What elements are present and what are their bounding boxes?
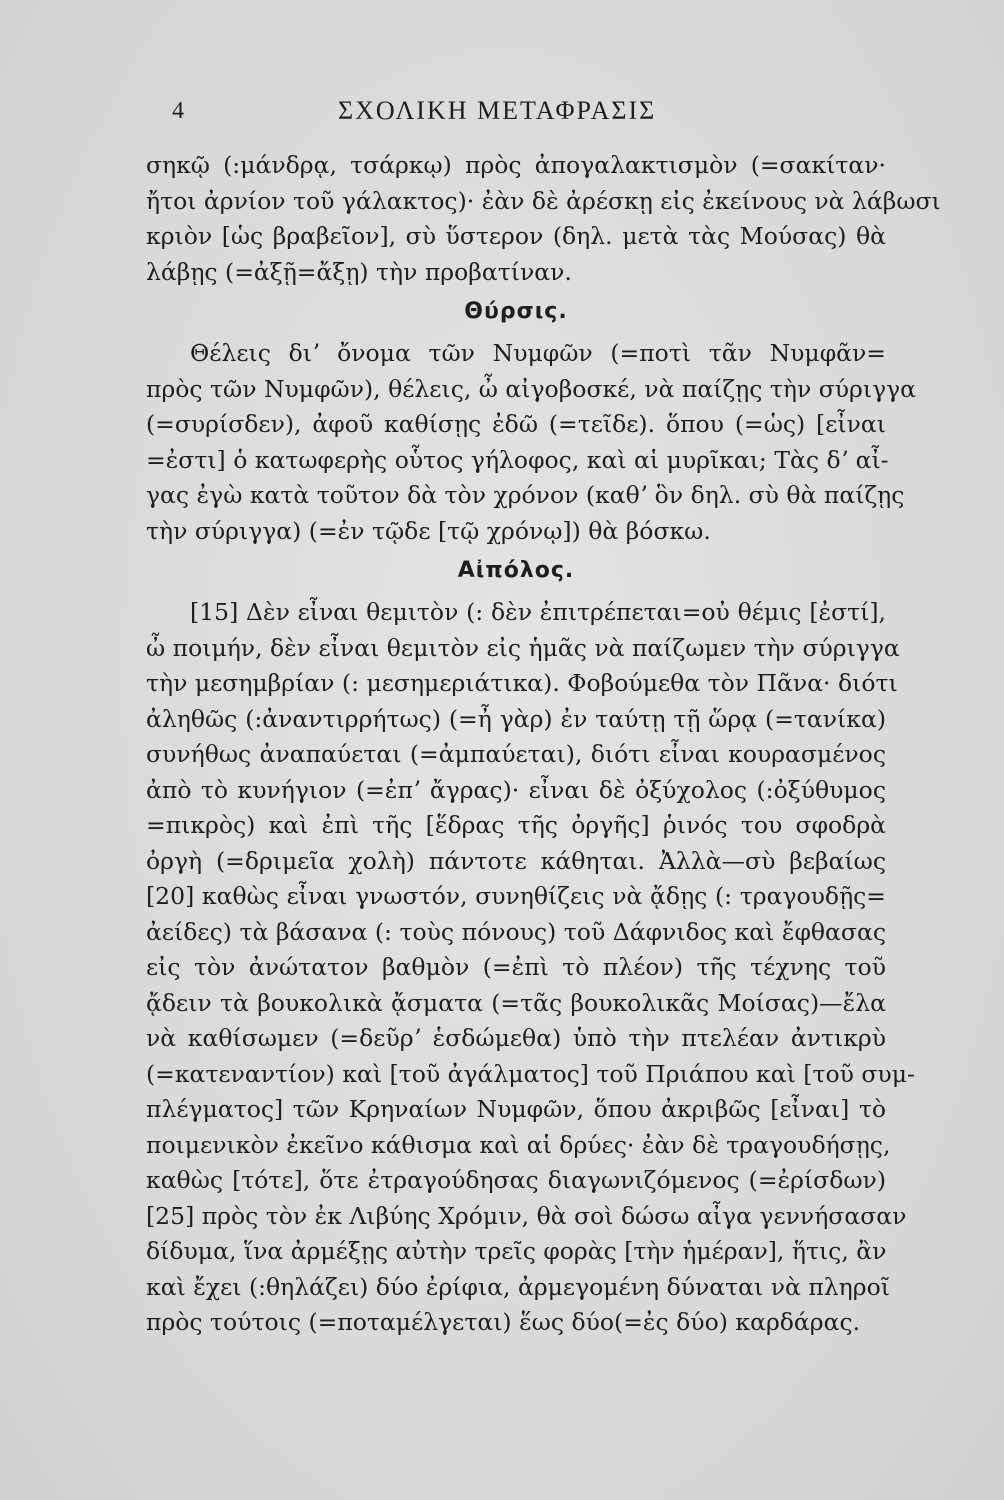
- paragraph-aipolos: [146, 595, 915, 1341]
- text-line: [15] Δὲν εἶναι θεμιτὸν (: δὲν ἐπιτρέπεται=οὐ θέμις [ἐστί],: [190, 598, 886, 626]
- text-line: καθὼς [τότε], ὅτε ἐτραγούδησας διαγωνιζόμενος (=ἐρίσδων): [146, 1166, 886, 1194]
- text-line: τὴν μεσημβρίαν (: μεσημεριάτικα). Φοβούμεθα τὸν Πᾶνα· διότι: [146, 669, 898, 697]
- speaker-heading-aipolos: Αἰπόλος.: [457, 558, 575, 583]
- text-line: (=κατεναντίον) καὶ [τοῦ ἀγάλματος] τοῦ Πριάπου καὶ [τοῦ συμ-: [146, 1059, 915, 1088]
- paragraph-thyrsis: [146, 336, 917, 549]
- text-line: =ἐστι] ὁ κατωφερὴς οὗτος γήλοφος, καὶ αἱ μυρῖκαι; Τὰς δʼ αἶ-: [146, 445, 889, 474]
- text-line: πρὸς τῶν Νυμφῶν), θέλεις, ὦ αἰγοβοσκέ, νὰ παίζῃς τὴν σύριγγα: [146, 374, 917, 403]
- body-text: [146, 148, 941, 1341]
- text-line: δίδυμα, ἵνα ἀρμέξῃς αὐτὴν τρεῖς φορὰς [τὴν ἡμέραν], ἥτις, ἂν: [146, 1237, 887, 1265]
- text-line: πλέγματος] τῶν Κρηναίων Νυμφῶν, ὅπου ἀκριβῶς [εἶναι] τὸ: [146, 1095, 886, 1123]
- text-line: ἀπὸ τὸ κυνήγιον (=ἐπʼ ἄγρας)· εἶναι δὲ ὀξύχολος (:ὀξύθυμος: [146, 775, 886, 804]
- text-line: γας ἐγὼ κατὰ τοῦτον δὰ τὸν χρόνον (καθʼ ὃν δηλ. σὺ θὰ παίζῃς: [146, 481, 905, 509]
- text-line: [25] πρὸς τὸν ἐκ Λιβύης Χρόμιν, θὰ σοὶ δώσω αἶγα γεννήσασαν: [146, 1201, 907, 1230]
- text-line: πρὸς τούτοις (=ποταμέλγεται) ἕως δύο(=ἐς δύο) καρδάρας.: [146, 1308, 861, 1336]
- text-line: [20] καθὼς εἶναι γνωστόν, συνηθίζεις νὰ ᾄδῃς (: τραγουδῇς=: [146, 882, 886, 910]
- text-line: ᾄδειν τὰ βουκολικὰ ᾄσματα (=τᾶς βουκολικᾶς Μοίσας)—ἔλα: [146, 988, 886, 1017]
- text-line: εἰς τὸν ἀνώτατον βαθμὸν (=ἐπὶ τὸ πλέον) τῆς τέχνης τοῦ: [146, 953, 886, 981]
- text-line: κριὸν [ὡς βραβεῖον], σὺ ὕστερον (δηλ. μετὰ τὰς Μούσας) θὰ: [146, 222, 886, 250]
- paragraph-intro: [146, 148, 941, 290]
- running-title: ΣΧΟΛΙΚΗ ΜΕΤΑΦΡΑΣΙΣ: [338, 96, 657, 125]
- text-line: νὰ καθίσωμεν (=δεῦρʼ ἑσδώμεθα) ὑπὸ τὴν πτελέαν ἀντικρὺ: [146, 1024, 886, 1052]
- text-line: τὴν σύριγγα) (=ἐν τῷδε [τῷ χρόνῳ]) θὰ βόσκω.: [146, 516, 711, 545]
- text-line: ἤτοι ἀρνίον τοῦ γάλακτος)· ἐὰν δὲ ἀρέσκῃ εἰς ἐκείνους νὰ λάβωσι: [146, 186, 941, 215]
- text-line: ἀληθῶς (:ἀναντιρρήτως) (=ἦ γὰρ) ἐν ταύτῃ τῇ ὥρᾳ (=τανίκα): [146, 704, 886, 733]
- page-header: [160, 92, 860, 132]
- text-line: =πικρὸς) καὶ ἐπὶ τῆς [ἕδρας τῆς ὀργῆς] ῥινός του σφοδρὰ: [146, 811, 886, 839]
- text-line: συνήθως ἀναπαύεται (=ἀμπαύεται), διότι εἶναι κουρασμένος: [146, 740, 886, 768]
- text-line: (=συρίσδεν), ἀφοῦ καθίσῃς ἐδῶ (=τεῖδε). ὅπου (=ὡς) [εἶναι: [146, 410, 886, 438]
- text-line: ὦ ποιμήν, δὲν εἶναι θεμιτὸν εἰς ἡμᾶς νὰ παίζωμεν τὴν σύριγγα: [146, 633, 900, 662]
- text-line: σηκῷ (:μάνδρᾳ, τσάρκῳ) πρὸς ἀπογαλακτισμὸν (=σακίταν·: [146, 151, 886, 179]
- speaker-heading-thyrsis: Θύρσις.: [464, 299, 568, 324]
- text-line: καὶ ἔχει (:θηλάζει) δύο ἐρίφια, ἀρμεγομένη δύναται νὰ πληροῖ: [146, 1272, 890, 1301]
- page-number: 4: [172, 98, 184, 124]
- text-line: ἀείδες) τὰ βάσανα (: τοὺς πόνους) τοῦ Δάφνιδος καὶ ἔφθασας: [146, 917, 886, 946]
- text-line: λάβῃς (=ἀξῇ=ἄξῃ) τὴν προβατίναν.: [146, 257, 572, 286]
- text-line: ὀργὴ (=δριμεῖα χολὴ) πάντοτε κάθηται. Ἀλλὰ—σὺ βεβαίως: [146, 846, 886, 875]
- text-line: Θέλεις διʼ ὄνομα τῶν Νυμφῶν (=ποτὶ τᾶν Νυμφᾶν=: [190, 339, 886, 367]
- text-line: ποιμενικὸν ἐκεῖνο κάθισμα καὶ αἱ δρύες· ἐὰν δὲ τραγουδήσῃς,: [146, 1130, 891, 1159]
